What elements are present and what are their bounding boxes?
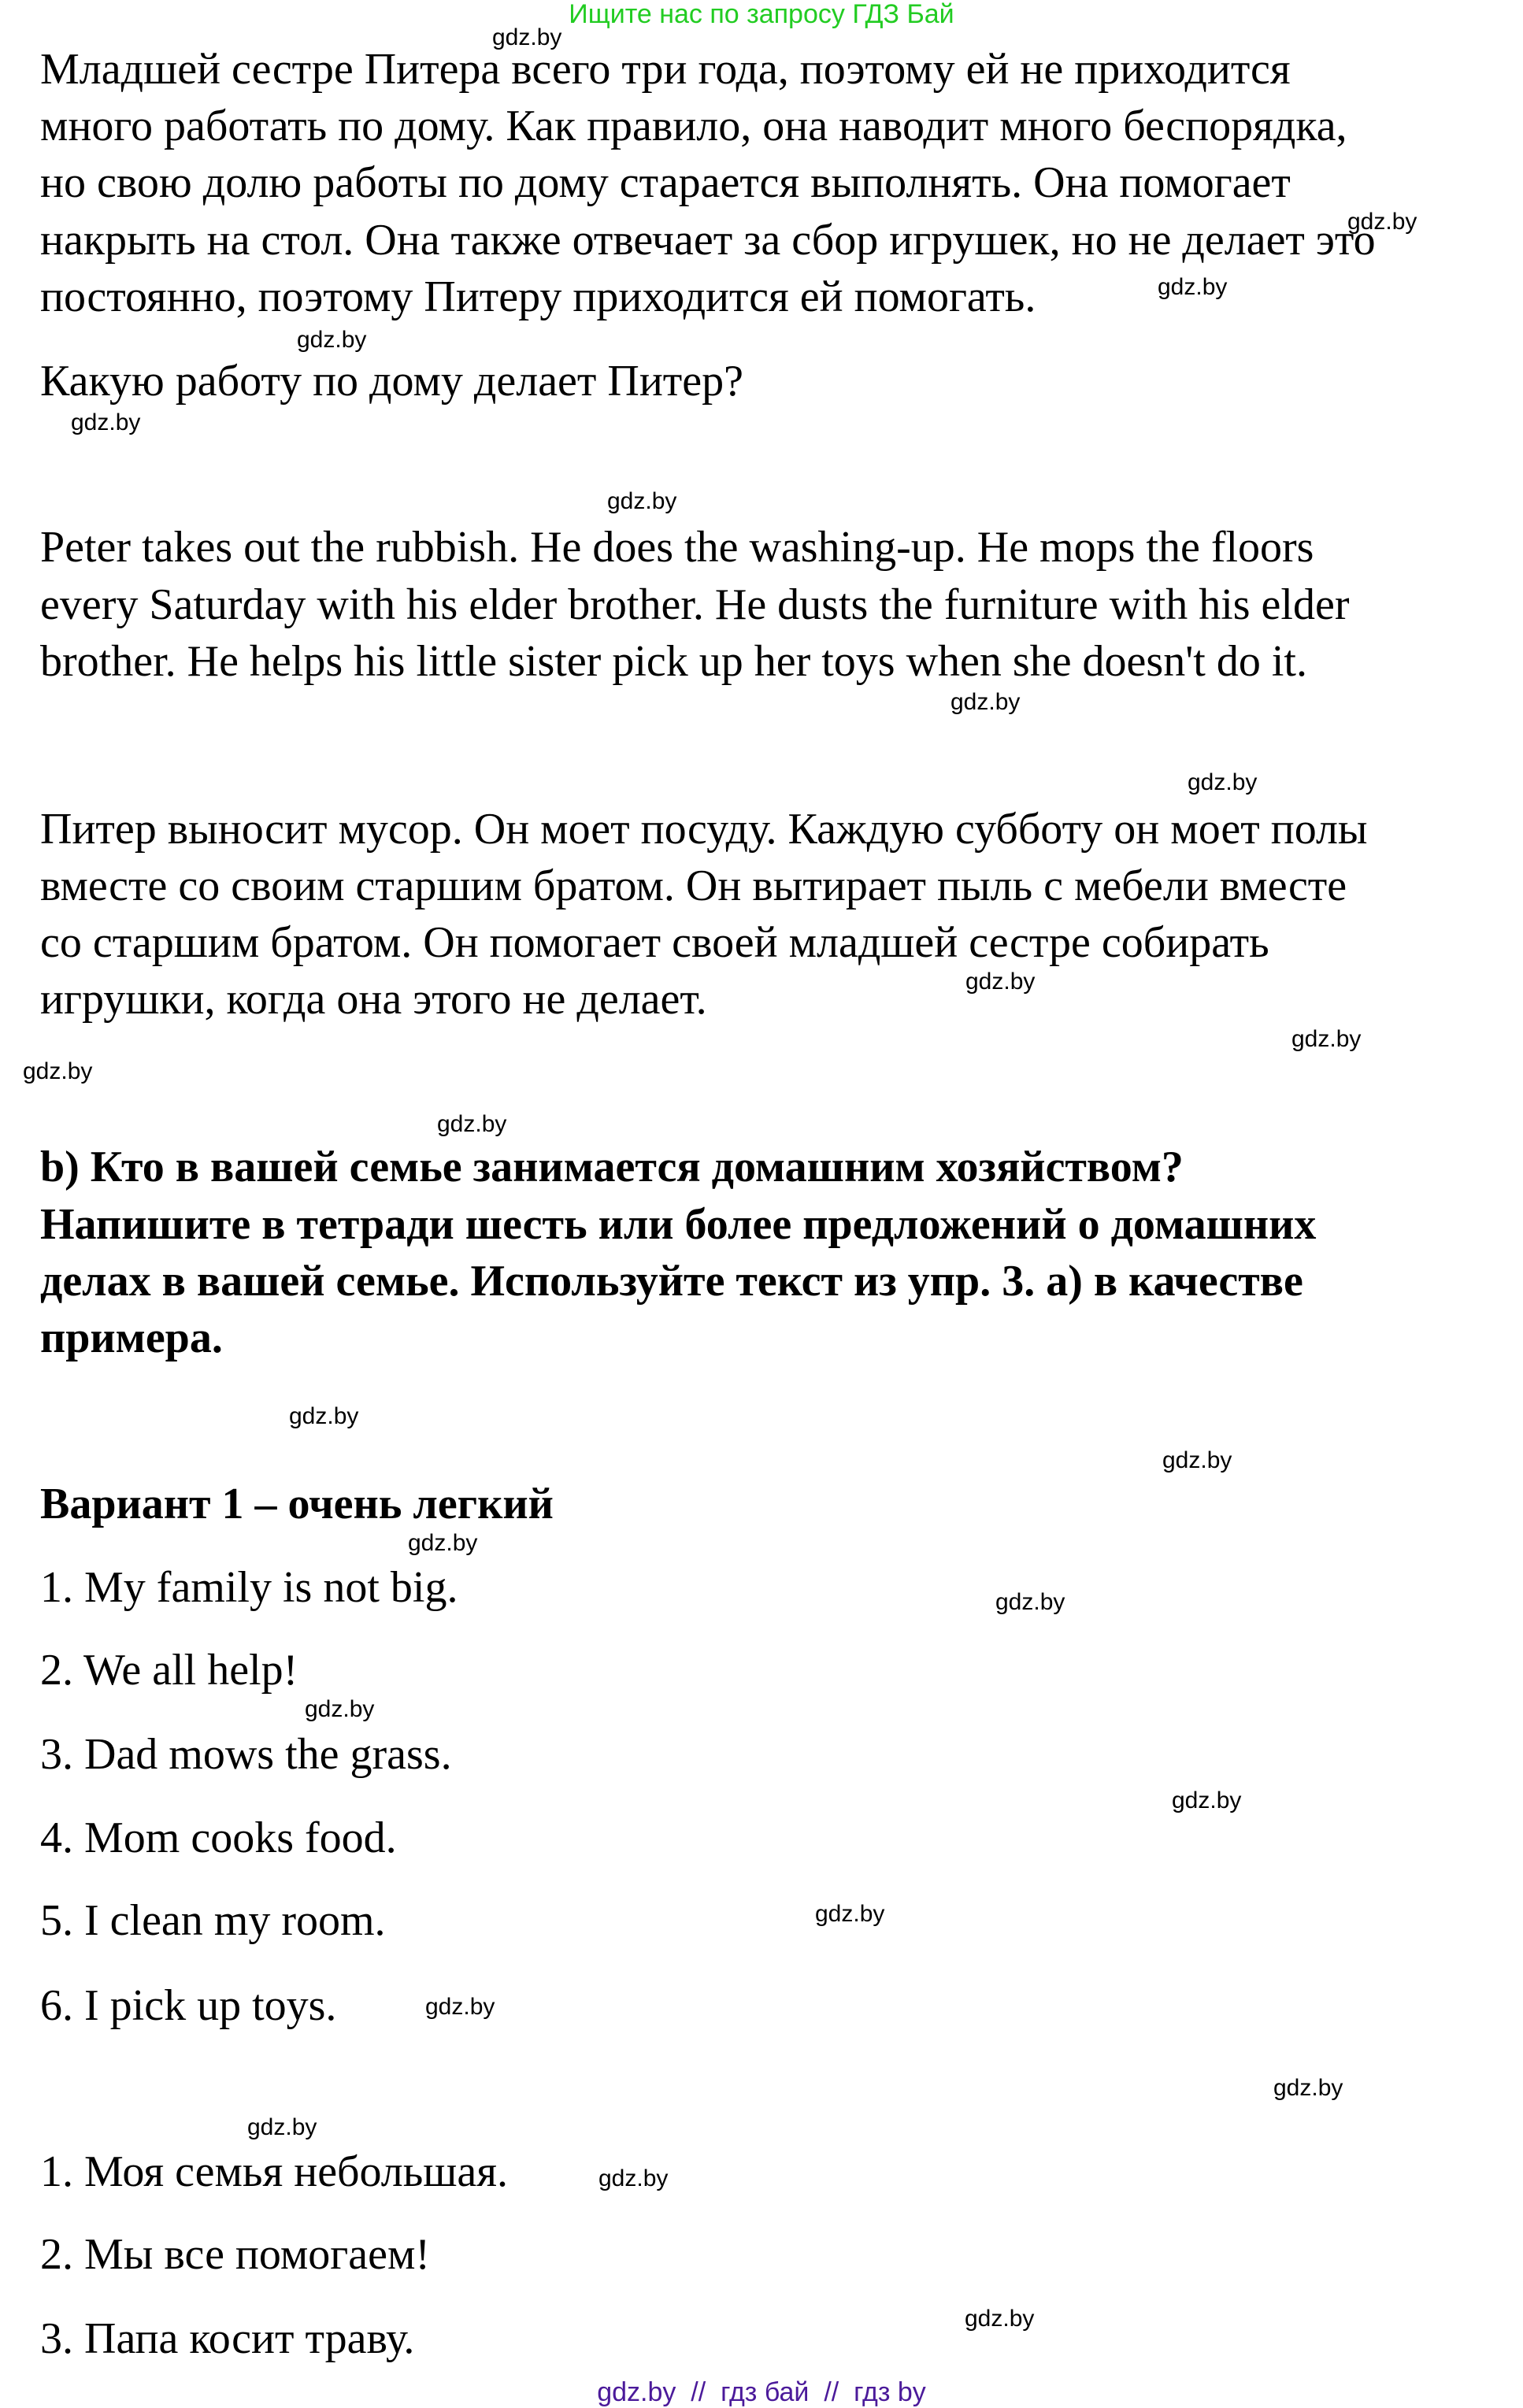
answer-ru-line: Питер выносит мусор. Он моет посуду. Каждую субботу он моет полы [40,805,1368,854]
watermark: gdz.by [995,1589,1065,1615]
watermark: gdz.by [1172,1787,1242,1813]
question: Какую работу по дому делает Питер? [40,357,743,406]
answer-ru-line: вместе со своим старшим братом. Он вытирает пыль с мебели вместе [40,861,1347,910]
item-en: 3. Dad mows the grass. [40,1730,452,1779]
item-ru: 1. Моя семья небольшая. [40,2147,509,2196]
item-en: 2. We all help! [40,1646,298,1695]
paragraph-line: Младшей сестре Питера всего три года, поэтому ей не приходится [40,45,1291,94]
item-en: 6. I pick up toys. [40,1981,337,2030]
answer-en-line: Peter takes out the rubbish. He does the washing-up. He mops the floors [40,523,1314,572]
task-b-line: примера. [40,1313,223,1362]
item-en: 5. I clean my room. [40,1896,386,1945]
task-b-line: b) Кто в вашей семье занимается домашним хозяйством? [40,1143,1184,1191]
watermark: gdz.by [965,969,1036,995]
watermark: gdz.by [437,1111,507,1137]
watermark: gdz.by [305,1696,375,1722]
header-search-link[interactable]: Ищите нас по запросу ГДЗ Бай [569,0,954,29]
watermark: gdz.by [607,488,677,514]
watermark: gdz.by [23,1058,93,1084]
watermark: gdz.by [408,1530,478,1556]
watermark: gdz.by [965,2306,1035,2332]
watermark: gdz.by [815,1901,885,1927]
task-b-line: Напишите в тетради шесть или более предложений о домашних [40,1200,1317,1249]
paragraph-line: но свою долю работы по дому старается выполнять. Она помогает [40,158,1291,207]
watermark: gdz.by [297,327,367,353]
paragraph-line: постоянно, поэтому Питеру приходится ей помогать. [40,272,1036,321]
answer-ru-line: игрушки, когда она этого не делает. [40,975,707,1024]
paragraph-line: накрыть на стол. Она также отвечает за сбор игрушек, но не делает это [40,216,1376,265]
answer-en-line: every Saturday with his elder brother. He dusts the furniture with his elder [40,580,1350,629]
watermark: gdz.by [598,2165,669,2191]
paragraph-line: много работать по дому. Как правило, она наводит много беспорядка, [40,102,1347,150]
watermark: gdz.by [71,409,141,435]
item-ru: 2. Мы все помогаем! [40,2230,431,2279]
item-en: 1. My family is not big. [40,1563,458,1612]
watermark: gdz.by [1158,274,1228,300]
watermark: gdz.by [247,2114,317,2140]
watermark: gdz.by [289,1403,359,1429]
watermark: gdz.by [1188,769,1258,795]
answer-ru-line: со старшим братом. Он помогает своей младшей сестре собирать [40,918,1269,967]
footer-links[interactable]: gdz.by // гдз бай // гдз by [597,2377,926,2407]
watermark: gdz.by [1291,1026,1362,1052]
item-en: 4. Mom cooks food. [40,1813,397,1862]
answer-en-line: brother. He helps his little sister pick up her toys when she doesn't do it. [40,637,1307,686]
watermark: gdz.by [492,24,562,50]
watermark: gdz.by [1347,209,1417,235]
watermark: gdz.by [1162,1447,1232,1473]
watermark: gdz.by [1273,2075,1343,2101]
watermark: gdz.by [425,1994,495,2020]
task-b-line: делах в вашей семье. Используйте текст из упр. 3. а) в качестве [40,1257,1303,1306]
item-ru: 3. Папа косит траву. [40,2314,415,2363]
variant-title: Вариант 1 – очень легкий [40,1480,554,1528]
watermark: gdz.by [950,689,1021,715]
